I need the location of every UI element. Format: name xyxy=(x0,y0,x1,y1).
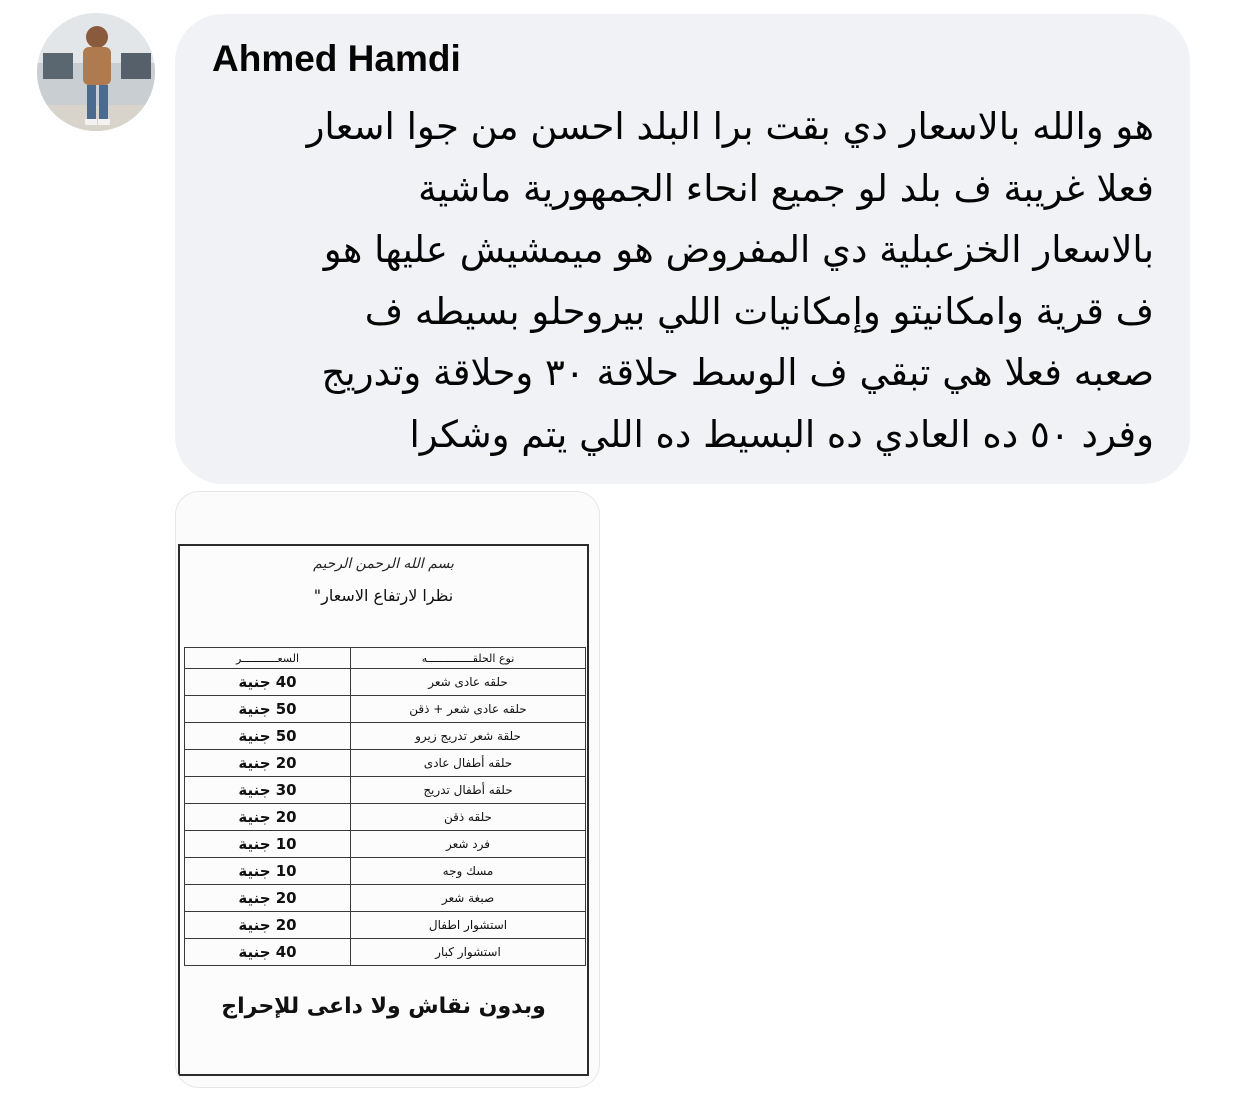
comment-line: صعبه فعلا هي تبقي ف الوسط حلاقة ٣٠ وحلاقة وتدريج xyxy=(321,351,1154,394)
price-cell: 40 جنية xyxy=(185,939,351,966)
price-cell: 10 جنية xyxy=(185,831,351,858)
author-avatar[interactable] xyxy=(37,13,155,131)
header-price: السعـــــــــــر xyxy=(185,648,351,669)
comment-line: وفرد ٥٠ ده العادي ده البسيط ده اللي يتم وشكرا xyxy=(409,412,1154,456)
service-cell: استشوار كبار xyxy=(351,939,586,966)
service-cell: حلقة شعر تدريج زيرو xyxy=(351,723,586,750)
service-cell: حلقه ذقن xyxy=(351,804,586,831)
price-sheet xyxy=(178,544,589,1076)
comment-attached-photo[interactable] xyxy=(175,491,600,1088)
price-cell: 30 جنية xyxy=(185,777,351,804)
table-row xyxy=(185,939,586,966)
price-sheet-footer: وبدون نقاش ولا داعى للإحراج xyxy=(221,994,546,1019)
table-row xyxy=(185,723,586,750)
table-row xyxy=(185,912,586,939)
service-cell: استشوار اطفال xyxy=(351,912,586,939)
price-cell: 20 جنية xyxy=(185,912,351,939)
price-table xyxy=(184,647,586,966)
service-cell: حلقه أطفال تدريج xyxy=(351,777,586,804)
price-cell: 20 جنية xyxy=(185,885,351,912)
service-cell: صبغة شعر xyxy=(351,885,586,912)
table-row xyxy=(185,750,586,777)
comment-line: ف قرية وامكانيتو وإمكانيات اللي بيروحلو بسيطه ف xyxy=(364,289,1154,333)
comment-author-name[interactable]: Ahmed Hamdi xyxy=(212,38,461,79)
price-cell: 10 جنية xyxy=(185,858,351,885)
comment-line: فعلا غريبة ف بلد لو جميع انحاء الجمهورية ماشية xyxy=(418,166,1154,210)
comment-line: بالاسعار الخزعبلية دي المفروض هو ميمشيش عليها هو xyxy=(323,228,1154,271)
price-cell: 20 جنية xyxy=(185,750,351,777)
table-row xyxy=(185,804,586,831)
price-cell: 40 جنية xyxy=(185,669,351,696)
comment-text xyxy=(194,96,1154,465)
header-service: نوع الحلقــــــــــــــه xyxy=(351,648,586,669)
price-cell: 50 جنية xyxy=(185,696,351,723)
service-cell: حلقه عادى شعر xyxy=(351,669,586,696)
table-row xyxy=(185,858,586,885)
avatar-photo xyxy=(37,13,155,131)
table-row xyxy=(185,885,586,912)
comment-actions-cutoff xyxy=(215,1107,555,1118)
table-row xyxy=(185,696,586,723)
table-row xyxy=(185,831,586,858)
comment-line: هو والله بالاسعار دي بقت برا البلد احسن من جوا اسعار xyxy=(306,105,1154,148)
price-sheet-title: نظرا لارتفاع الاسعار" xyxy=(313,586,454,605)
comment-bubble xyxy=(175,14,1190,484)
table-header-row xyxy=(185,648,586,669)
service-cell: حلقه عادى شعر + ذقن xyxy=(351,696,586,723)
service-cell: فرد شعر xyxy=(351,831,586,858)
price-cell: 50 جنية xyxy=(185,723,351,750)
price-sheet-basmala: بسم الله الرحمن الرحيم xyxy=(313,556,454,572)
service-cell: حلقه أطفال عادى xyxy=(351,750,586,777)
price-cell: 20 جنية xyxy=(185,804,351,831)
table-row xyxy=(185,669,586,696)
table-row xyxy=(185,777,586,804)
service-cell: مسك وجه xyxy=(351,858,586,885)
